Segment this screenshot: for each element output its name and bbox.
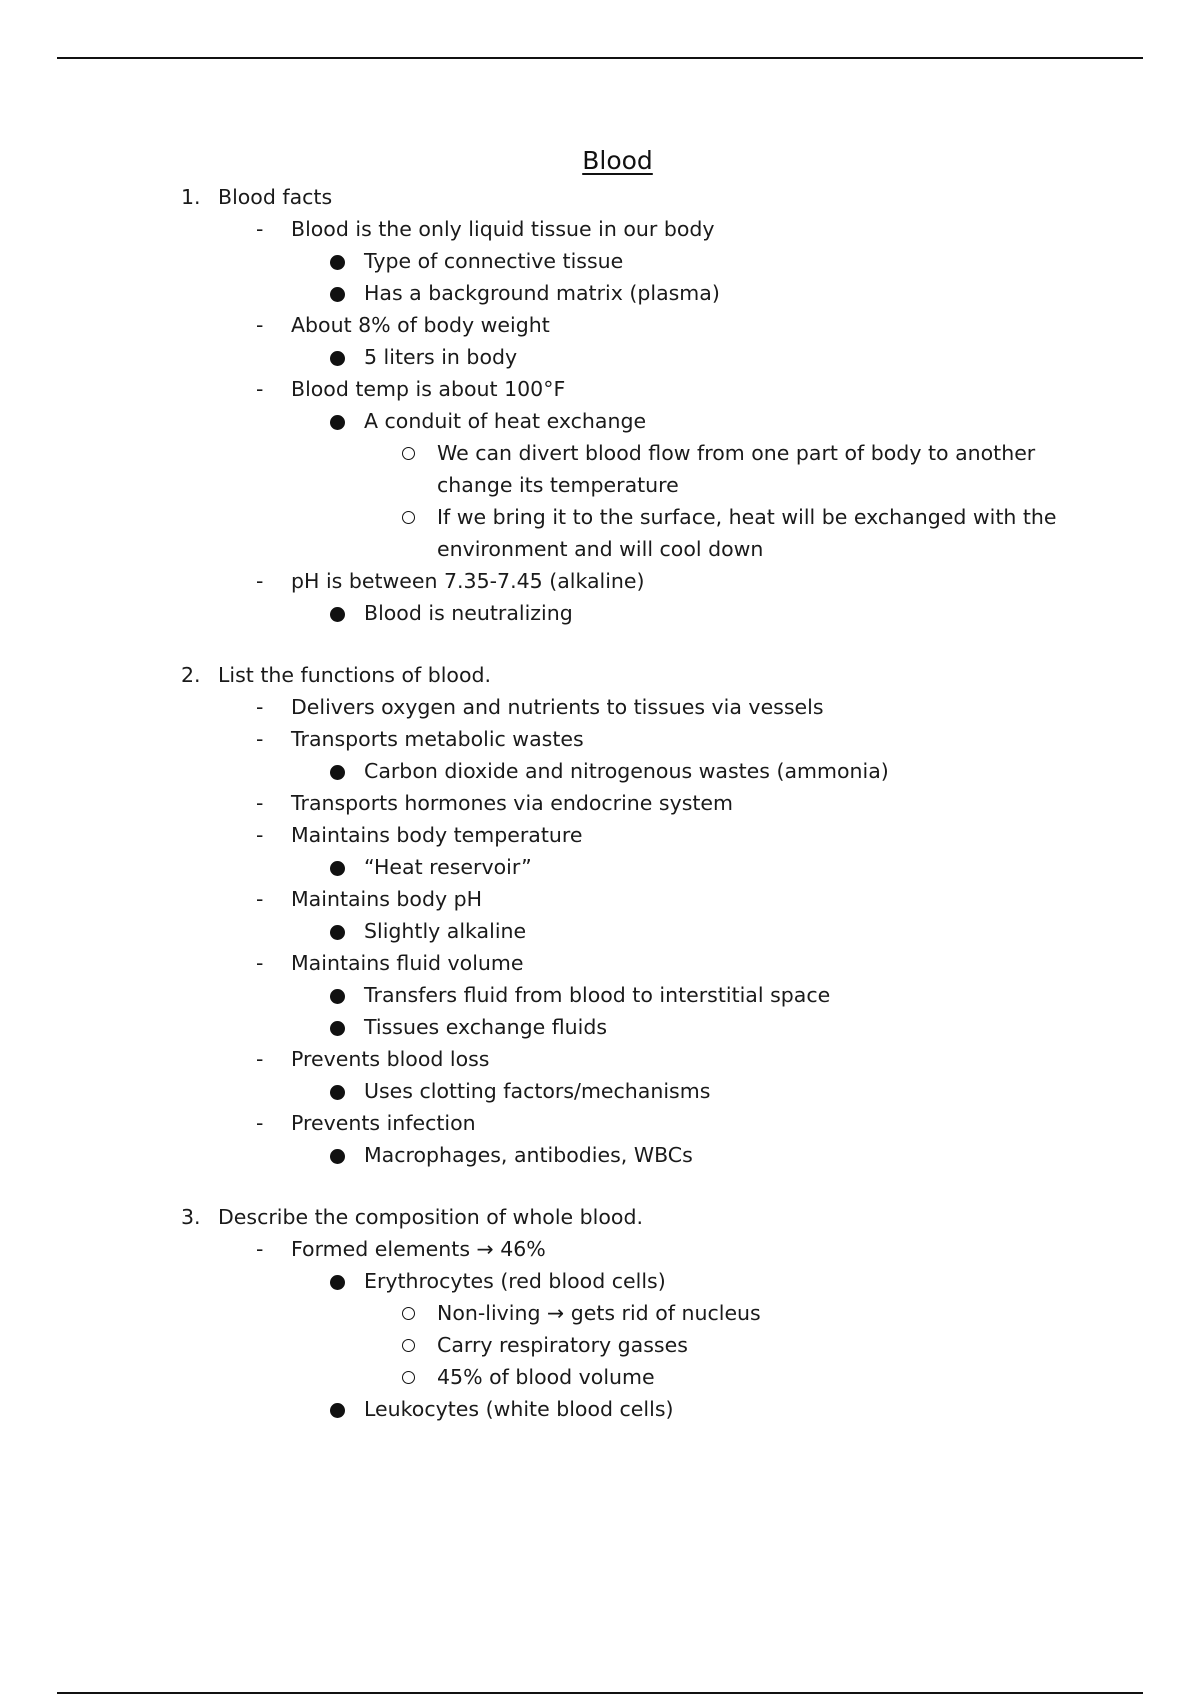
- outline-section: [0, 1201, 1200, 1425]
- list-item-text: Non-living → gets rid of nucleus: [437, 1301, 761, 1325]
- list-item: [0, 915, 1200, 947]
- bottom-divider: [57, 1692, 1143, 1694]
- list-item: [0, 373, 1200, 405]
- list-item: [0, 213, 1200, 245]
- list-item-text: Formed elements → 46%: [291, 1237, 546, 1261]
- list-item-text: Prevents blood loss: [291, 1047, 490, 1071]
- list-item: [0, 245, 1200, 277]
- filled-bullet-icon: [330, 1149, 345, 1164]
- list-item-text: Type of connective tissue: [364, 249, 624, 273]
- hollow-bullet-icon: [402, 1371, 415, 1384]
- filled-bullet-icon: [330, 765, 345, 780]
- list-item-text: Tissues exchange fluids: [364, 1015, 608, 1039]
- list-item-text: Delivers oxygen and nutrients to tissues via vessels: [291, 695, 824, 719]
- list-item: [0, 1233, 1200, 1265]
- list-item: [0, 277, 1200, 309]
- list-item: [0, 755, 1200, 787]
- outline-section: [0, 181, 1200, 629]
- filled-bullet-icon: [330, 607, 345, 622]
- filled-bullet-icon: [330, 1021, 345, 1036]
- dash-marker: -: [256, 951, 264, 975]
- list-item: [0, 691, 1200, 723]
- list-item: [0, 501, 1200, 565]
- list-item-text: Maintains fluid volume: [291, 951, 524, 975]
- section-heading: [0, 1201, 1200, 1233]
- page-title: Blood: [582, 146, 653, 175]
- list-item-text: pH is between 7.35-7.45 (alkaline): [291, 569, 645, 593]
- dash-marker: -: [256, 695, 264, 719]
- filled-bullet-icon: [330, 925, 345, 940]
- filled-bullet-icon: [330, 1403, 345, 1418]
- list-item: [0, 341, 1200, 373]
- list-item-text: Leukocytes (white blood cells): [364, 1397, 674, 1421]
- notes-outline: [0, 181, 1200, 1425]
- list-item-text: A conduit of heat exchange: [364, 409, 647, 433]
- list-item-text: About 8% of body weight: [291, 313, 550, 337]
- list-item-text: Transfers fluid from blood to interstitial space: [364, 983, 831, 1007]
- section-number: 3.: [181, 1205, 201, 1229]
- list-item-text: Blood is the only liquid tissue in our body: [291, 217, 715, 241]
- list-item: [0, 787, 1200, 819]
- list-item: [0, 1329, 1200, 1361]
- list-item: [0, 565, 1200, 597]
- list-item: [0, 979, 1200, 1011]
- list-item-text: Uses clotting factors/mechanisms: [364, 1079, 711, 1103]
- list-item-text: Slightly alkaline: [364, 919, 527, 943]
- list-item-text: We can divert blood flow from one part of body to another change its temperature: [437, 441, 1036, 497]
- dash-marker: -: [256, 217, 264, 241]
- list-item: [0, 1361, 1200, 1393]
- section-number: 2.: [181, 663, 201, 687]
- section-heading-text: Blood facts: [218, 185, 333, 209]
- list-item-text: 5 liters in body: [364, 345, 518, 369]
- list-item-text: Transports metabolic wastes: [291, 727, 584, 751]
- filled-bullet-icon: [330, 989, 345, 1004]
- dash-marker: -: [256, 313, 264, 337]
- list-item-text: Prevents infection: [291, 1111, 476, 1135]
- filled-bullet-icon: [330, 351, 345, 366]
- list-item: [0, 1011, 1200, 1043]
- dash-marker: -: [256, 887, 264, 911]
- list-item: [0, 883, 1200, 915]
- dash-marker: -: [256, 377, 264, 401]
- filled-bullet-icon: [330, 415, 345, 430]
- list-item: [0, 437, 1200, 501]
- list-item-text: Carbon dioxide and nitrogenous wastes (ammonia): [364, 759, 889, 783]
- list-item: [0, 947, 1200, 979]
- outline-section: [0, 659, 1200, 1171]
- hollow-bullet-icon: [402, 1307, 415, 1320]
- filled-bullet-icon: [330, 861, 345, 876]
- dash-marker: -: [256, 569, 264, 593]
- section-heading: [0, 181, 1200, 213]
- list-item-text: Macrophages, antibodies, WBCs: [364, 1143, 693, 1167]
- list-item-text: “Heat reservoir”: [364, 855, 532, 879]
- list-item: [0, 1393, 1200, 1425]
- section-heading-text: Describe the composition of whole blood.: [218, 1205, 643, 1229]
- list-item-text: 45% of blood volume: [437, 1365, 655, 1389]
- list-item: [0, 405, 1200, 437]
- dash-marker: -: [256, 1047, 264, 1071]
- section-number: 1.: [181, 185, 201, 209]
- dash-marker: -: [256, 727, 264, 751]
- hollow-bullet-icon: [402, 447, 415, 460]
- list-item-text: Erythrocytes (red blood cells): [364, 1269, 666, 1293]
- list-item-text: Maintains body temperature: [291, 823, 583, 847]
- dash-marker: -: [256, 791, 264, 815]
- list-item: [0, 819, 1200, 851]
- list-item: [0, 1265, 1200, 1297]
- filled-bullet-icon: [330, 287, 345, 302]
- section-heading: [0, 659, 1200, 691]
- list-item: [0, 1043, 1200, 1075]
- list-item-text: Blood is neutralizing: [364, 601, 573, 625]
- list-item: [0, 1075, 1200, 1107]
- list-item: [0, 851, 1200, 883]
- list-item-text: Maintains body pH: [291, 887, 483, 911]
- list-item: [0, 597, 1200, 629]
- list-item: [0, 1139, 1200, 1171]
- list-item-text: If we bring it to the surface, heat will be exchanged with the environment and will cool down: [437, 505, 1057, 561]
- filled-bullet-icon: [330, 1275, 345, 1290]
- list-item: [0, 309, 1200, 341]
- section-heading-text: List the functions of blood.: [218, 663, 492, 687]
- hollow-bullet-icon: [402, 511, 415, 524]
- dash-marker: -: [256, 1111, 264, 1135]
- list-item: [0, 723, 1200, 755]
- list-item-text: Has a background matrix (plasma): [364, 281, 720, 305]
- filled-bullet-icon: [330, 255, 345, 270]
- list-item-text: Carry respiratory gasses: [437, 1333, 688, 1357]
- dash-marker: -: [256, 823, 264, 847]
- hollow-bullet-icon: [402, 1339, 415, 1352]
- filled-bullet-icon: [330, 1085, 345, 1100]
- list-item: [0, 1107, 1200, 1139]
- top-divider: [57, 57, 1143, 59]
- list-item: [0, 1297, 1200, 1329]
- list-item-text: Transports hormones via endocrine system: [291, 791, 734, 815]
- dash-marker: -: [256, 1237, 264, 1261]
- list-item-text: Blood temp is about 100°F: [291, 377, 566, 401]
